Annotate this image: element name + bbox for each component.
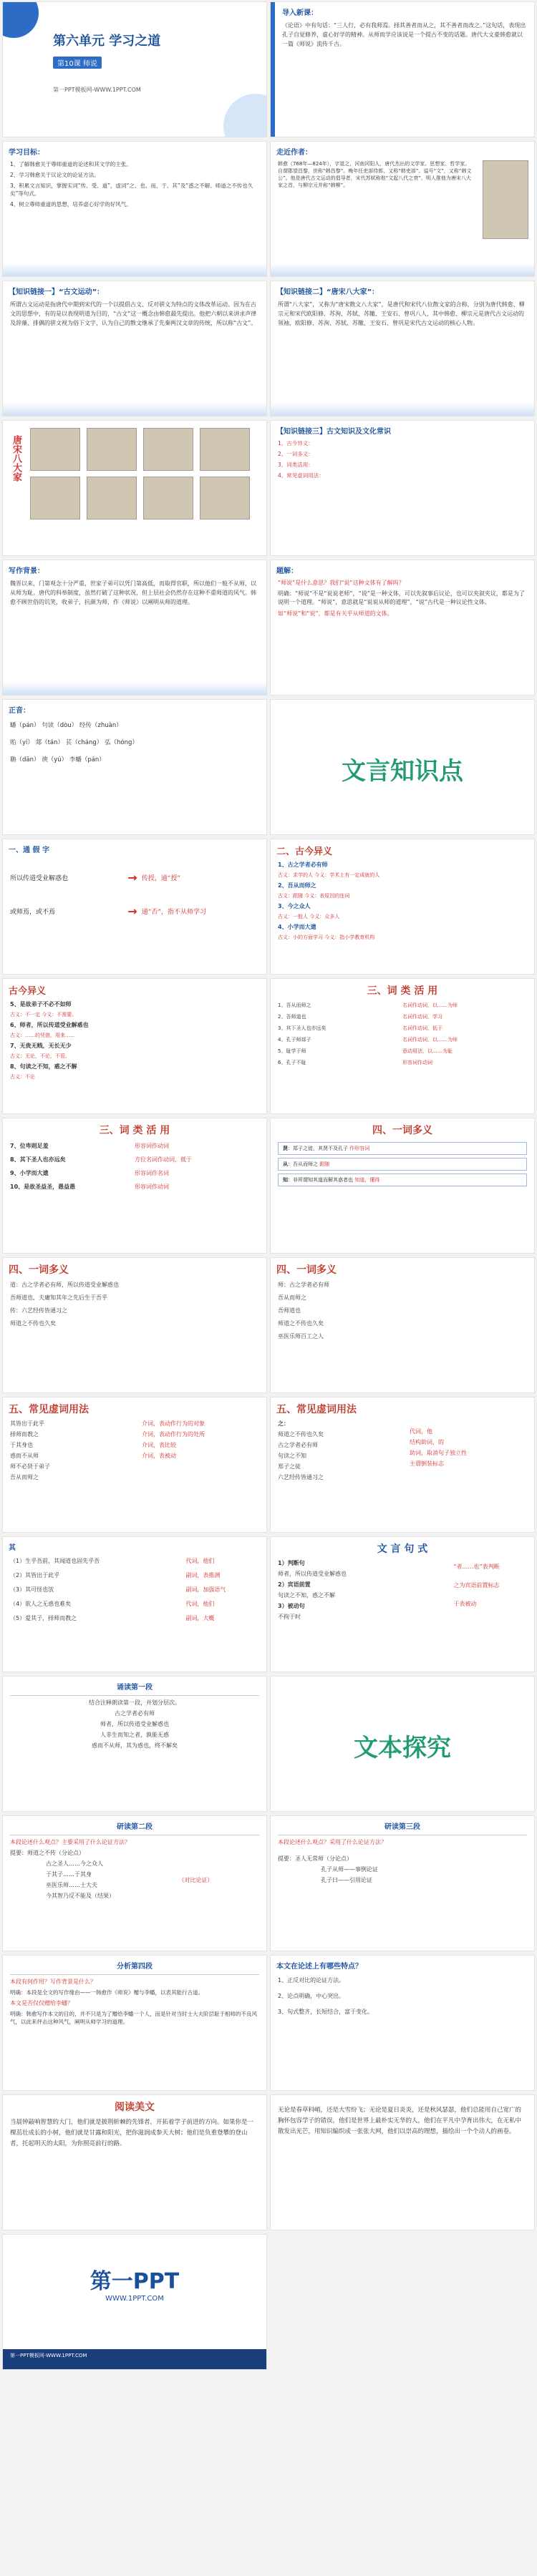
meaning: 副词，表推测 [185, 1572, 221, 1579]
phrase: 8、其下圣人也亦远矣 [10, 1156, 66, 1163]
slide-yiciduoyi1[interactable]: 四、一词多义 贤：郑子之徒，其贤不及孔子 作形容词 从：吾从而师之 跟随 知：非所谓知其道而解其惑者也 知道，懂得 [270, 1118, 535, 1254]
slide-heading: 【知识链接一】“古文运动”： [9, 288, 105, 296]
explanation: 形容词作动词 [135, 1143, 169, 1149]
slide-yiciduoyi3[interactable] [270, 1257, 535, 1393]
meaning: 古义：无论，不论，不管。 [10, 1053, 70, 1059]
question-text: “师说”是什么意思？我们“说”这种文体有了解吗？ [278, 580, 405, 586]
question-text: 本文是否仅仅赠给李蟠？ [10, 2000, 73, 2006]
unit-title: 第六单元 学习之道 [53, 34, 161, 49]
slide-paragraph2[interactable] [2, 1815, 267, 1951]
wave-decoration [3, 403, 266, 416]
emphasis-text: 如“师说”和“说”，都是有关乎从师道的文体。 [278, 610, 393, 617]
outline-line: 古之学者必有师 [115, 1710, 155, 1717]
outline-line: 惑而不从师，其为惑也，终不解矣 [92, 1742, 178, 1749]
example: 吾从而师之 [293, 1161, 318, 1167]
slide-heading: 其 [9, 1544, 16, 1552]
slide-link2[interactable] [270, 280, 535, 416]
list-item: 吾从而师之 [278, 1294, 306, 1301]
example: 郑子之徒，其贤不及孔子 [293, 1146, 348, 1151]
example: 六艺经传皆通习之 [278, 1474, 324, 1480]
slide-body: 魏晋以来，门第观念十分严重，世家子弟可以凭门第高低，而取得官职，所以他们一般不从师，以从师为耻。唐代的科举制度，虽然打破了这种状况，但上层社会仍然存在这种不重师道的风气。韩愈不顾世俗的讥笑，收弟子，抗颜为师，作《师说》以阐明从师的道理。 [10, 580, 256, 605]
meaning: 代词，他们 [185, 1601, 215, 1607]
slide-reading-beauty2[interactable] [270, 2094, 535, 2230]
slide-gujin2[interactable] [2, 978, 267, 1114]
answer-text: 明确：“师说”不是“说说老师”，“说”是一种文体，可以先叙事后议论，也可以夹叙夹议，都是为了说明一个道理。“师说”，意思就是“说说从师的道理”，“说”古代是一种议论性文体。 [278, 590, 525, 605]
slide-heading: 【知识链接二】“唐宋八大家”： [276, 288, 379, 296]
slide-body: 韩愈（768年—824年），字退之，河南河阳人，唐代杰出的文学家、思想家、哲学家。自谓郡望昌黎，世称“韩昌黎”。晚年任吏部侍郎，又称“韩吏部”。谥号“文”，又称“韩文公”。他是唐代古文运动的倡导者，宋代苏轼称他“文起八代之衰”，明人推他为唐宋八大家之首，与柳宗元并称“韩柳”。 [278, 161, 472, 188]
list-item: 2、一词多义： [278, 451, 314, 457]
phrase: 3、其下圣人也亦远矣 [278, 1025, 326, 1031]
slide-heading: 导入新课： [282, 9, 318, 17]
meaning: 古义：……的凭借，用来…… [10, 1033, 75, 1038]
example: 4、小学而大遗 [278, 924, 316, 930]
site-url: WWW.1PPT.COM [105, 2295, 164, 2303]
portrait [200, 477, 250, 519]
slide-cileihuoyong2[interactable] [2, 1118, 267, 1254]
meaning: 古义：小的方面学习 今义：指小学教育机构 [278, 935, 375, 940]
slide-end[interactable] [2, 2234, 267, 2370]
vertical-title: 唐宋八大家 [11, 435, 21, 482]
explanation: 名词作动词，低于 [402, 1025, 442, 1031]
slide-author[interactable] [270, 141, 535, 277]
footer-bar: 第一PPT模板网-WWW.1PPT.COM [3, 2349, 266, 2369]
explanation: 形容词作动词 [135, 1184, 169, 1190]
example: （1）生乎吾前，其闻道也固先乎吾 [10, 1558, 100, 1564]
meaning: “者……也”表判断 [453, 1563, 500, 1570]
sub-point: 古之圣人……今之众人 [46, 1860, 103, 1867]
example: 7、无贵无贱，无长无少 [10, 1043, 72, 1049]
slide-link3[interactable] [270, 420, 535, 556]
meaning: 介词，表比较 [142, 1442, 176, 1448]
meaning: 介词，表被动 [142, 1453, 176, 1459]
pinyin-line: 蟠（pán） 句读（dòu） 经传（zhuàn） [10, 722, 122, 729]
answer-text: 明确：本段是全文的写作缘由——一韩愈作《师说》赠与李蟠，以表其能行古道。 [10, 1989, 203, 1996]
left-bar [271, 2, 275, 137]
meaning: 之为宾语前置标志 [453, 1582, 500, 1589]
meaning: 古义：求学的人 今义：学术上有一定成就的人 [278, 872, 380, 878]
explanation: 形容词作名词 [135, 1170, 169, 1176]
keyword: 贤 [283, 1146, 288, 1151]
slide-heading: 文 言 句 式 [377, 1543, 428, 1555]
portrait [200, 428, 250, 471]
slide-heading: 学习目标： [9, 149, 44, 157]
slide-heading: 研读第三段 [384, 1823, 420, 1831]
section-banner: 文本探究 [354, 1734, 451, 1762]
explanation: 方位名词作动词，低于 [135, 1156, 192, 1163]
goal-item: 4、树立尊师重道的思想，培养虚心好学的好风气。 [10, 201, 132, 208]
slide-heading: 正音： [9, 707, 30, 715]
explanation: 名词作动词，以……为师 [402, 1002, 458, 1008]
corner-decoration [223, 94, 267, 137]
main-point: 提要：圣人无常师（分论点） [278, 1855, 352, 1862]
meaning: 跟随 [319, 1161, 330, 1167]
pattern-name: 3）被动句 [278, 1603, 305, 1609]
list-item: 巫医乐师百工之人 [278, 1333, 324, 1340]
slide-heading: 诵读第一段 [117, 1684, 153, 1692]
example: 8、句读之不知，惑之不解 [10, 1063, 77, 1070]
phrase: 4、孔子师郯子 [278, 1037, 311, 1043]
slide-heading: 研读第二段 [117, 1823, 153, 1831]
outline-line: 人非生而知之者，孰能无惑 [100, 1732, 169, 1738]
phrase: 7、位卑则足羞 [10, 1143, 49, 1149]
phrase: 5、耻学于师 [278, 1048, 306, 1054]
wave-decoration [271, 403, 534, 416]
keyword: 之： [278, 1420, 289, 1427]
lesson-tag: 第10课 师说 [53, 57, 102, 69]
logo: 第一PPT [90, 2269, 180, 2294]
slide-section-banner[interactable] [270, 699, 535, 835]
sub-point: 今其智乃反不能及（结果） [46, 1893, 115, 1899]
portrait [30, 428, 80, 471]
feature-item: 2、论点明确，中心突出。 [278, 1993, 345, 1999]
example: 非所谓知其道而解其惑者也 [293, 1177, 353, 1183]
example: 不拘于时 [278, 1614, 301, 1620]
slide-heading: 五、常见虚词用法 [276, 1404, 357, 1415]
list-item: 师道之不传也久矣 [278, 1320, 324, 1327]
pinyin-line: 聃（dān） 谀（yú） 李蟠（pán） [10, 756, 105, 763]
slide-heading: 五、常见虚词用法 [9, 1404, 89, 1415]
phrase: 所以传道受业解惑也 [10, 875, 69, 882]
slide-section-banner2[interactable] [270, 1676, 535, 1812]
slide-reading1[interactable] [2, 1676, 267, 1812]
list-item: 1、古今异义： [278, 440, 314, 447]
slide-xuci1[interactable] [2, 1397, 267, 1533]
slide-xuci2[interactable] [270, 1397, 535, 1533]
slide-body: 当晨钟敲响智慧的大门，他们就是披荆斩棘的先锋者，开拓着学子前进的方向。如果你是一棵茁壮成长的小树，他们就是甘露和阳光，把你滋润成参天大树；他们是负重登攀的登山者，托起明天的太阳，为你照亮前行的路。 [10, 2119, 254, 2147]
outline-line: 师者，所以传道受业解惑也 [100, 1721, 169, 1727]
answer-text: 明确：韩愈写作本文的目的，并不只是为了赠给李蟠一个人，而是针对当时士大夫阶层耻于相师的不良风气，以此来抨击这种风气，阐明从师学习的道理。 [10, 2011, 257, 2025]
phrase: 6、孔子不耻 [278, 1060, 306, 1065]
slide-background[interactable] [2, 560, 267, 696]
example: 师道之不传也久矣 [278, 1431, 324, 1438]
goal-item: 1、了解韩愈关于尊师重道的论述和其文学的主张。 [10, 161, 132, 167]
explanation: 通“否”，指不从师学习 [141, 909, 207, 916]
slide-goals[interactable] [2, 141, 267, 277]
slide-paragraph4[interactable] [2, 1955, 267, 2091]
sub-point: 孔子从师——事例论证 [321, 1866, 378, 1873]
list-item: 师：古之学者必有师 [278, 1282, 329, 1288]
slide-heading: 一、通 假 字 [9, 847, 49, 854]
portrait [87, 477, 137, 519]
example: （4）欲人之无惑也难矣 [10, 1601, 72, 1607]
slide-heading: 本文在论述上有哪些特点？ [276, 1963, 362, 1971]
portrait [143, 428, 193, 471]
slide-heading: 三、词 类 活 用 [99, 1125, 170, 1136]
goal-item: 3、积累文言知识，掌握实词“传、受、道”，虚词“之、也、而、于、其”及“惑之不解、师道之不传也久矣”等句式。 [10, 182, 253, 197]
main-point: 提要：师道之不传（分论点） [10, 1850, 84, 1856]
explanation: 传授，通“授” [141, 875, 181, 882]
meaning: 代词，他 [410, 1428, 432, 1435]
question-text: 本段论述什么观点？采用了什么论证方法？ [278, 1839, 387, 1845]
keyword: 从 [283, 1161, 288, 1167]
meaning: 古义：不一定 今义：不需要。 [10, 1012, 77, 1018]
slide-intro[interactable] [270, 1, 535, 137]
example: 6、师者，所以传道受业解惑也 [10, 1022, 89, 1028]
keyword: 知 [283, 1177, 288, 1183]
slide-paragraph3[interactable] [270, 1815, 535, 1951]
meaning: 古义：跟随 今义：表原因的连词 [278, 893, 350, 899]
meaning: 于表被动 [453, 1601, 477, 1607]
example: 句读之不知 [278, 1453, 306, 1459]
list-item: 吾师道也 [278, 1307, 301, 1314]
slide-link1[interactable] [2, 280, 267, 416]
explanation: 形容词作动词 [402, 1060, 432, 1065]
meaning: 代词，他们 [185, 1558, 215, 1564]
question-text: 本段论述什么观点？主要采用了什么论证方法？ [10, 1839, 130, 1845]
portrait [30, 477, 80, 519]
slide-heading: 题解： [276, 567, 298, 575]
list-item: 传：六艺经传皆通习之 [10, 1307, 67, 1314]
arrow-icon: → [127, 871, 137, 884]
example: （2）其皆出于此乎 [10, 1572, 60, 1579]
meaning: 介词，表动作行为的处所 [142, 1431, 205, 1438]
slide-body: 所谓古文运动是指唐代中期到宋代的一个以提倡古文、反对骈文为特点的文体改革运动。因为在古文的思想中，有的是以表现明道为目的，“古文”这一概念由韩愈最先提出。他把六朝以来讲求声律及辞藻、排偶的骈文视为俗下文字，认为自己的散文继承了先秦两汉文章的传统，所以称“古文”。 [10, 301, 257, 326]
meaning: 结构助词，的 [410, 1439, 444, 1445]
phrase: 1、吾从而师之 [278, 1002, 311, 1008]
example: （3）其可怪也欤 [10, 1586, 54, 1593]
slide-title-explain[interactable] [270, 560, 535, 696]
section-banner: 文言知识点 [342, 757, 463, 786]
method-label: （对比论证） [178, 1876, 213, 1883]
slide-heading: 写作背景： [9, 567, 44, 575]
explanation: 名词作动词，以……为师 [402, 1037, 458, 1043]
example: 3、今之众人 [278, 903, 311, 909]
wave-decoration [271, 263, 534, 276]
meaning: 副词，大概 [185, 1615, 215, 1621]
slide-pronunciation[interactable] [2, 699, 267, 835]
slide-reading-beauty[interactable] [2, 2094, 267, 2230]
example: 2、吾从而师之 [278, 882, 316, 889]
example: 郑子之徒 [278, 1463, 301, 1470]
example: 惑而不从师 [10, 1453, 39, 1459]
slide-heading: 阅读美文 [115, 2102, 155, 2113]
slide-body: 《论语》中有句话：“三人行，必有我师焉。择其善者而从之，其不善者而改之。”这句话，表现出孔子自觉修养，虚心好学的精神。从师而学应该说是一个提古不变的话题。唐代大文豪韩愈就以一篇《师说》流传千古。 [282, 22, 526, 47]
wave-decoration [3, 682, 266, 695]
list-item: 吾师道也，夫庸知其年之先后生于吾乎 [10, 1294, 107, 1301]
slide-features[interactable] [270, 1955, 535, 2091]
slide-eight-masters[interactable] [2, 420, 267, 556]
phrase: 或师焉，或不焉 [10, 909, 56, 916]
list-item: 4、常见虚词用法： [278, 472, 324, 479]
example: 吾从而师之 [10, 1474, 39, 1480]
sub-point: 孔子曰——引用论证 [321, 1877, 372, 1883]
meaning: 副词，加强语气 [185, 1586, 226, 1593]
slide-heading: 分析第四段 [117, 1963, 153, 1971]
slide-heading: 四、一词多义 [9, 1264, 69, 1276]
slide-heading: 四、一词多义 [372, 1125, 432, 1136]
meaning: 知道，懂得 [354, 1177, 380, 1183]
question-text: 本段有何作用？写作背景是什么？ [10, 1979, 96, 1985]
sub-point: 巫医乐师……士大夫 [46, 1882, 97, 1888]
slide-heading: 走近作者： [276, 149, 312, 157]
slide-heading: 古今异义 [9, 986, 47, 997]
slide-body: 无论是春草料峭，还是大雪纷飞；无论是夏日炎炎，还是秋风瑟瑟，他们总能用自己宽广的胸怀包容学子的错误，他们是世界上最朴实无华的人，他们在平凡中孕育出伟大，在无私中散发出光芒，用知识编织成一张张大网，他们以崇高的理想，描绘出一个个动人的画卷。 [278, 2107, 522, 2135]
slide-qi[interactable] [2, 1536, 267, 1672]
feature-item: 3、句式整齐，长短结合，富于变化。 [278, 2009, 374, 2015]
example: 其皆出于此乎 [10, 1420, 44, 1427]
meaning: 介词，表动作行为的对象 [142, 1420, 205, 1427]
example: 师者，所以传道受业解惑也 [278, 1571, 347, 1577]
slide-sentence-patterns[interactable] [270, 1536, 535, 1672]
example: 于其身也 [10, 1442, 33, 1448]
slide-gujin1[interactable] [270, 839, 535, 975]
site-label: 第一PPT模板网-WWW.1PPT.COM [53, 87, 141, 93]
wave-decoration [3, 263, 266, 276]
slide-title[interactable] [2, 1, 267, 137]
meaning: 古义：一般人 今义：众多人 [278, 914, 340, 919]
example: 句读之不知，惑之不解 [278, 1592, 335, 1599]
slide-heading: 【知识链接三】古文知识及文化常识 [276, 428, 391, 436]
author-portrait [483, 160, 528, 239]
meaning: 作形容词 [349, 1146, 370, 1151]
feature-item: 1、正反对比的论证方法。 [278, 1977, 345, 1984]
sub-point: 于其子……于其身 [46, 1871, 92, 1878]
portrait [143, 477, 193, 519]
meaning: 古义：不论 [10, 1074, 35, 1080]
arrow-icon: → [127, 904, 137, 918]
list-item: 师道之不传也久矣 [10, 1320, 56, 1327]
example: 师不必贤于弟子 [10, 1463, 50, 1470]
list-item: 3、词类活用： [278, 462, 314, 468]
explanation: 名词作动词，学习 [402, 1014, 442, 1020]
phrase: 2、吾师道也 [278, 1014, 306, 1020]
example: 择师而教之 [10, 1431, 39, 1438]
meaning: 助词，取消句子独立性 [410, 1450, 467, 1456]
list-item: 道：古之学者必有师，所以传道受业解惑也 [10, 1282, 119, 1288]
example: （5）爱其子，择师而教之 [10, 1615, 77, 1621]
portrait [87, 428, 137, 471]
goal-item: 2、学习韩愈关于议论文的论证方法。 [10, 172, 100, 178]
phrase: 9、小学而大遗 [10, 1170, 49, 1176]
slide-heading: 二、古今异义 [276, 847, 333, 857]
slide-yiciduoyi2[interactable] [2, 1257, 267, 1393]
instruction: 结合注释朗读第一段，并划分层次。 [89, 1699, 180, 1706]
pinyin-line: 贻（yí） 郯（tán） 苌（cháng） 弘（hóng） [10, 739, 138, 746]
pattern-name: 1）判断句 [278, 1560, 305, 1566]
example: 1、古之学者必有师 [278, 862, 328, 868]
pattern-name: 2）宾语前置 [278, 1581, 311, 1588]
slide-heading: 三、词 类 活 用 [367, 985, 438, 997]
slide-tongjiazi[interactable] [2, 839, 267, 975]
explanation: 意动用法，以……为耻 [402, 1048, 453, 1054]
example: 5、是故弟子不必不如师 [10, 1001, 72, 1008]
example: 古之学者必有师 [278, 1442, 318, 1448]
phrase: 10、是故圣益圣，愚益愚 [10, 1184, 76, 1190]
slide-cileihuoyong1[interactable] [270, 978, 535, 1114]
slide-heading: 四、一词多义 [276, 1264, 337, 1276]
meaning: 主谓倒装标志 [410, 1460, 444, 1467]
slide-body: 所谓“八大家”，又称为“唐宋散文八大家”，是唐代和宋代八位散文家的合称，分别为唐代韩愈、柳宗元和宋代欧阳修、苏洵、苏轼、苏辙、王安石、曾巩八人，其中韩愈、柳宗元是唐代古文运动的领袖，欧阳修、苏洵、苏轼、苏辙、王安石、曾巩是宋代古文运动的核心人物。 [278, 301, 525, 326]
